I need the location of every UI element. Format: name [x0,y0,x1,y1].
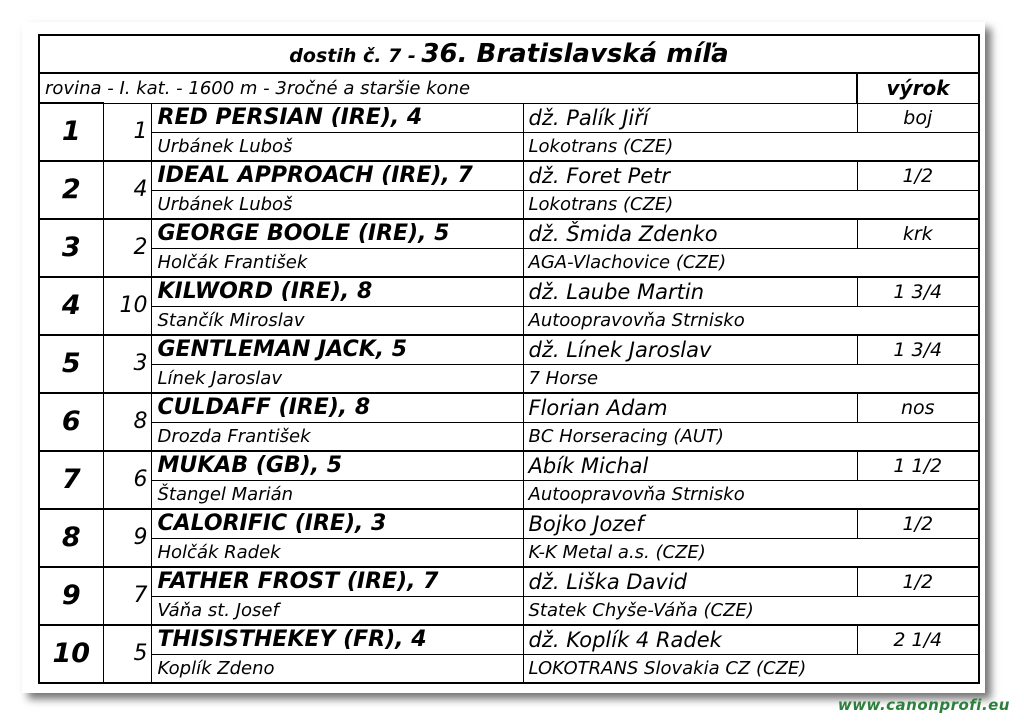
race-title-row [39,35,979,73]
race-name: 36. Bratislavská míľa [421,39,729,69]
start-number: 1 [103,103,151,161]
trainer-name: Koplík Zdeno [151,654,523,683]
margin-value: 1/2 [857,509,979,539]
horse-name: GENTLEMAN JACK, 5 [151,335,523,365]
trainer-name: Stančík Miroslav [151,306,523,335]
place-number: 8 [39,509,103,567]
horse-name: MUKAB (GB), 5 [151,451,523,481]
horse-name: CALORIFIC (IRE), 3 [151,509,523,539]
trainer-name: Váňa st. Josef [151,596,523,625]
horse-name: IDEAL APPROACH (IRE), 7 [151,161,523,191]
place-number: 2 [39,161,103,219]
owner-name: AGA-Vlachovice (CZE) [523,248,979,277]
result-subrow [39,248,979,277]
race-number: dostih č. 7 - [289,45,416,67]
place-number: 1 [39,103,103,161]
margin-value: 1/2 [857,161,979,191]
margin-value: 1 3/4 [857,335,979,365]
result-row [39,451,979,481]
margin-value: 2 1/4 [857,625,979,655]
trainer-name: Holčák František [151,248,523,277]
owner-name: Lokotrans (CZE) [523,132,979,161]
margin-value: nos [857,393,979,423]
owner-name: Autoopravovňa Strnisko [523,480,979,509]
start-number: 3 [103,335,151,393]
trainer-name: Štangel Marián [151,480,523,509]
result-row [39,219,979,249]
result-subrow [39,306,979,335]
jockey-name: dž. Palík Jiří [523,103,857,132]
result-row [39,567,979,597]
result-subrow [39,190,979,219]
start-number: 6 [103,451,151,509]
margin-value: 1/2 [857,567,979,597]
trainer-name: Holčák Radek [151,538,523,567]
horse-name: RED PERSIAN (IRE), 4 [151,103,523,132]
result-row [39,625,979,655]
trainer-name: Drozda František [151,422,523,451]
trainer-name: Urbánek Luboš [151,190,523,219]
owner-name: Lokotrans (CZE) [523,190,979,219]
result-subrow [39,596,979,625]
result-subrow [39,538,979,567]
margin-value: boj [857,103,979,132]
jockey-name: Abík Michal [523,451,857,481]
place-number: 5 [39,335,103,393]
start-number: 2 [103,219,151,277]
owner-name: BC Horseracing (AUT) [523,422,979,451]
start-number: 5 [103,625,151,683]
place-number: 7 [39,451,103,509]
margin-value: 1 1/2 [857,451,979,481]
place-number: 3 [39,219,103,277]
result-subrow [39,364,979,393]
place-number: 9 [39,567,103,625]
result-row [39,393,979,423]
race-conditions: rovina - I. kat. - 1600 m - 3ročné a staršie kone [39,73,857,103]
owner-name: K-K Metal a.s. (CZE) [523,538,979,567]
start-number: 10 [103,277,151,335]
trainer-name: Urbánek Luboš [151,132,523,161]
result-subrow [39,654,979,683]
jockey-name: dž. Laube Martin [523,277,857,307]
horse-name: THISISTHEKEY (FR), 4 [151,625,523,655]
owner-name: LOKOTRANS Slovakia CZ (CZE) [523,654,979,683]
result-subrow [39,132,979,161]
start-number: 4 [103,161,151,219]
results-table [38,34,980,684]
start-number: 7 [103,567,151,625]
horse-name: FATHER FROST (IRE), 7 [151,567,523,597]
result-subrow [39,422,979,451]
margin-value: krk [857,219,979,249]
place-number: 6 [39,393,103,451]
jockey-name: dž. Šmida Zdenko [523,219,857,249]
owner-name: Autoopravovňa Strnisko [523,306,979,335]
jockey-name: dž. Liška David [523,567,857,597]
margin-value: 1 3/4 [857,277,979,307]
watermark: www.canonprofi.eu [837,696,1010,714]
margin-header: výrok [857,73,979,103]
place-number: 4 [39,277,103,335]
trainer-name: Línek Jaroslav [151,364,523,393]
start-number: 9 [103,509,151,567]
result-row [39,103,979,132]
race-title [39,35,979,73]
result-row [39,277,979,307]
jockey-name: Bojko Jozef [523,509,857,539]
horse-name: GEORGE BOOLE (IRE), 5 [151,219,523,249]
owner-name: 7 Horse [523,364,979,393]
jockey-name: Florian Adam [523,393,857,423]
owner-name: Statek Chyše-Váňa (CZE) [523,596,979,625]
start-number: 8 [103,393,151,451]
horse-name: CULDAFF (IRE), 8 [151,393,523,423]
race-info-row [39,73,979,103]
jockey-name: dž. Foret Petr [523,161,857,191]
jockey-name: dž. Koplík 4 Radek [523,625,857,655]
horse-name: KILWORD (IRE), 8 [151,277,523,307]
jockey-name: dž. Línek Jaroslav [523,335,857,365]
result-row [39,161,979,191]
result-row [39,509,979,539]
results-sheet [38,34,978,677]
place-number: 10 [39,625,103,683]
result-row [39,335,979,365]
result-subrow [39,480,979,509]
